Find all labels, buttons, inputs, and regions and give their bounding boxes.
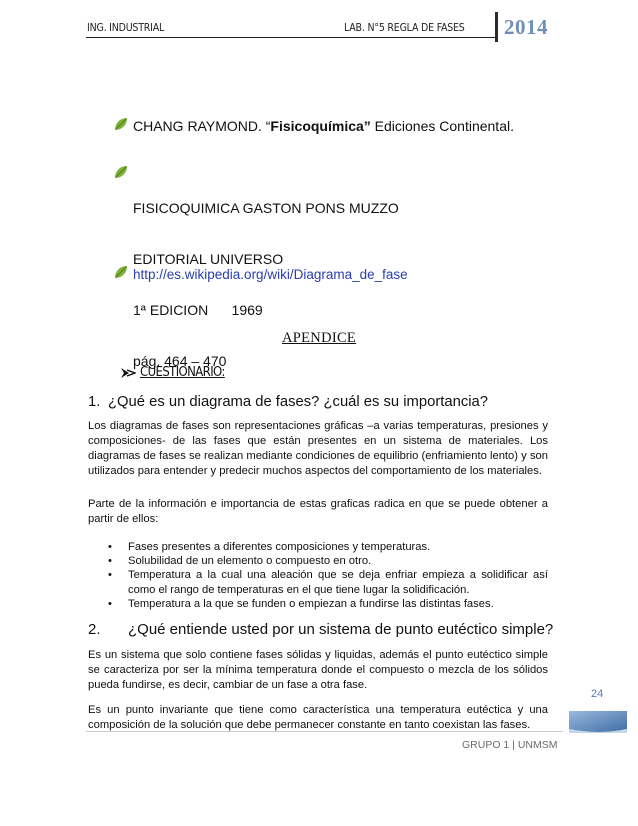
reference-2-line: pág. 464 – 470 xyxy=(133,353,227,369)
page-number: 24 xyxy=(591,688,604,700)
footer-text: GRUPO 1 | UNMSM xyxy=(462,739,558,751)
reference-1-suffix: Ediciones Continental. xyxy=(370,118,514,134)
header-left: ING. INDUSTRIAL xyxy=(87,22,165,34)
reference-2-line: 1ª EDICION 1969 xyxy=(133,302,263,318)
question-2-paragraph: Es un punto invariante que tiene como característica una temperatura eutéctica y una composición de la solución que debe permanecer constante en tanto coexistan las fases. xyxy=(88,704,548,731)
question-2-paragraph: Es un sistema que solo contiene fases sólidas y liquidas, además el punto eutéctico simple se caracteriza por ser la mínima temperatura donde el compuesto o mezcla de los sólidos pueda fundirse, es decir, cambiar de un fase a otra fase. xyxy=(88,649,548,691)
section-title: APENDICE xyxy=(282,330,357,346)
bullet-item: Temperatura a la cual una aleación que se deja enfriar empieza a solidificar así como el rango de temperaturas en el que tiene lugar la solidificación. xyxy=(128,569,548,596)
bullet-dot: • xyxy=(108,569,112,581)
question-1-paragraph: Parte de la información e importancia de estas graficas radica en que se puede obtener a partir de ellos: xyxy=(88,498,548,525)
reference-2-line: EDITORIAL UNIVERSO xyxy=(133,251,284,267)
header-divider xyxy=(495,12,498,42)
header-year: 2014 xyxy=(504,15,548,39)
question-1-text: ¿Qué es un diagrama de fases? ¿cuál es su importancia? xyxy=(108,394,488,410)
reference-2-line: FISICOQUIMICA GASTON PONS MUZZO xyxy=(133,200,399,216)
reference-link[interactable]: http://es.wikipedia.org/wiki/Diagrama_de_fase xyxy=(133,267,408,282)
green-leaf-icon xyxy=(114,117,128,131)
bullet-item: Solubilidad de un elemento o compuesto en otro. xyxy=(128,555,372,567)
reference-1 xyxy=(133,118,514,135)
bullet-dot: • xyxy=(108,598,112,610)
question-1-number: 1. xyxy=(88,394,101,410)
green-leaf-icon xyxy=(114,165,128,179)
bullet-item: Temperatura a la que se funden o empiezan a fundirse las distintas fases. xyxy=(128,598,494,610)
page-tab-graphic xyxy=(569,711,627,733)
bullet-item: Fases presentes a diferentes composiciones y temperaturas. xyxy=(128,541,431,553)
footer-rule xyxy=(86,731,563,732)
question-2-text: ¿Qué entiende usted por un sistema de punto eutéctico simple? xyxy=(128,621,554,638)
header-center: LAB. N°5 REGLA DE FASES xyxy=(344,22,465,34)
arrow-check-icon xyxy=(120,366,136,380)
bullet-dot: • xyxy=(108,555,112,567)
bullet-dot: • xyxy=(108,541,112,553)
reference-1-prefix: CHANG RAYMOND. “ xyxy=(133,118,271,134)
green-leaf-icon xyxy=(114,265,128,279)
header-rule xyxy=(86,37,498,38)
question-1-paragraph: Los diagramas de fases son representaciones gráficas –a varias temperaturas, presiones y composiciones- de las fases que están presentes en un sistema de materiales. Los diagramas de fases se realizan mediante condiciones de equilibrio (enfriamiento lento) y son utilizados para entender y predecir muchos aspectos del comportamiento de los materiales. xyxy=(88,420,548,477)
cuestionario-heading: CUESTIONARIO: xyxy=(140,365,225,380)
reference-1-title: Fisicoquímica” xyxy=(270,118,371,134)
question-2-number: 2. xyxy=(88,621,101,638)
